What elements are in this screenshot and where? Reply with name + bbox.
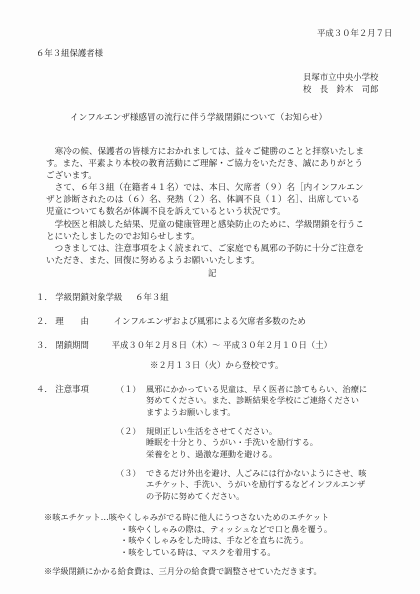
item-label: 注意事項	[55, 384, 89, 394]
body-line: さて、６年３組（在籍者４１名）では、本日、欠席者（９）名［内インフルエン	[46, 183, 364, 194]
notice-body	[46, 146, 364, 267]
recipient: ６年３組保護者様	[36, 48, 103, 58]
issue-date: 平成３０年２月７日	[317, 28, 393, 38]
precaution-line: 規則正しい生活をさせてください。	[146, 426, 278, 436]
precaution-line: 風邪にかかっている児童は、早く医者に診てもらい、治療に	[146, 384, 368, 394]
body-line: ザと診断されたのは（６）名、発熱（２）名、体調不良（１）名］、出席している	[46, 195, 360, 206]
precaution-line: 栄養をとり、過激な運動を避ける。	[146, 448, 278, 459]
precaution-mark: （３）	[116, 468, 141, 478]
principal-name: 校 長 鈴木 司郎	[303, 84, 379, 94]
precaution-line: できるだけ外出を避け、人ごみには行かないようにさせ、咳	[146, 468, 367, 478]
body-line: ございます。	[46, 171, 97, 182]
etiquette-point: ・咳やくしゃみをした時は、手などを直ちに洗う。	[120, 535, 309, 546]
school-name: 貝塚市立中央小学校	[303, 72, 379, 82]
body-line: つきましては、注意事項をよく読まれて、ご家庭でも風邪の予防に十分ご注意を	[46, 243, 364, 254]
notice-title: インフルエンザ様感冒の流行に伴う学級閉鎖について（お知らせ）	[70, 113, 328, 123]
etiquette-point: ・咳をしている時は、マスクを着用する。	[120, 546, 276, 557]
body-line: 学校医と相談した結果、児童の健康管理と感染防止のために、学級閉鎖を行うこ	[46, 219, 364, 230]
item-label: 学級閉鎖対象学級	[55, 292, 123, 302]
resume-note: ※２月１３日（火）から登校です。	[150, 360, 284, 370]
etiquette-lead: ※咳エチケット…咳やくしゃみがでる時に他人にうつさないためのエチケット	[44, 512, 330, 522]
item-number: ３．	[36, 340, 53, 350]
precaution-mark: （１）	[116, 384, 141, 394]
item-1	[36, 292, 169, 303]
item-2	[36, 316, 306, 327]
body-line: とにいたしましたのでお知らせします。	[46, 231, 200, 242]
ki-heading: 記	[208, 268, 217, 278]
precaution-mark: （２）	[116, 426, 141, 436]
body-line: 寒冷の候、保護者の皆様方におかれましては、益々ご健勝のことと拝察いたしま	[46, 147, 364, 157]
item-4	[36, 384, 89, 395]
body-line: す。また、平素より本校の教育活動にご理解・ご協力をいただき、誠にありがとう	[46, 159, 363, 170]
etiquette-points	[120, 524, 332, 558]
precaution-line: 努めてください。また、診断結果を学校にご連絡ください	[146, 395, 359, 406]
etiquette-point: ・咳やくしゃみの際は、ティッシュなどで口と鼻を覆う。	[120, 524, 333, 534]
item-value: インフルエンザおよび風邪による欠席者多数のため	[113, 316, 306, 326]
item-label: 理 由	[55, 316, 89, 326]
precaution-line: エチケット、手洗い、うがいを励行するなどインフルエンザ	[146, 479, 366, 490]
item-number: ２．	[36, 316, 53, 326]
item-3	[36, 340, 332, 351]
item-number: ４．	[36, 384, 53, 394]
lunch-fee-note: ※学級閉鎖にかかる給食費は、三月分の給食費で調整させていただきます。	[44, 566, 322, 576]
precaution-line: 睡眠を十分とり、うがい・手洗いを励行する。	[146, 437, 318, 448]
item-value: 平成３０年２月８日（木）〜 平成３０年２月１０日（土）	[111, 340, 333, 350]
precaution-line: ますようお願いします。	[146, 406, 236, 417]
item-number: １．	[36, 292, 53, 302]
item-label: 閉鎖期間	[55, 340, 89, 350]
item-value: ６年３組	[135, 292, 169, 302]
precaution-line: の予防に努めてください。	[146, 490, 245, 501]
body-line: いただき、また、回復に努めるようお願いいたします。	[46, 255, 260, 266]
body-line: 児童についても数名が体調不良を訴えているという状況です。	[46, 207, 286, 218]
